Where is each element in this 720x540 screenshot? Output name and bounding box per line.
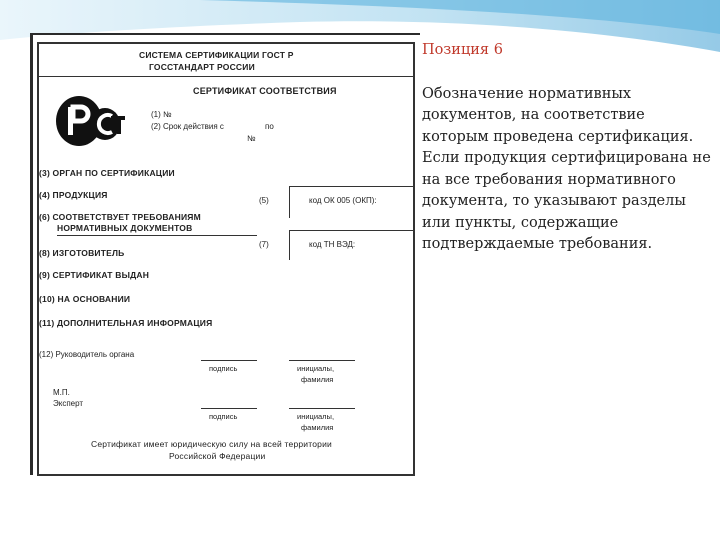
- explanation-panel: [422, 40, 712, 256]
- pct-logo: [55, 94, 125, 148]
- initials-label-2b: фамилия: [301, 423, 334, 432]
- signature-label-2: подпись: [209, 412, 238, 421]
- field-3: (3) ОРГАН ПО СЕРТИФИКАЦИИ: [39, 168, 175, 178]
- expert-label: Эксперт: [53, 399, 84, 408]
- field-2: (2) Срок действия с: [151, 122, 224, 131]
- field-6-line1: (6) СООТВЕТСТВУЕТ ТРЕБОВАНИЯМ: [39, 212, 201, 222]
- cert-header-2: ГОССТАНДАРТ РОССИИ: [149, 62, 255, 72]
- field-no: №: [247, 134, 256, 143]
- footer-line-2: Российской Федерации: [169, 451, 266, 461]
- field-7: (7): [259, 240, 269, 249]
- position-title: Позиция 6: [422, 42, 503, 58]
- certificate-form: [37, 42, 415, 476]
- field-6-line2: НОРМАТИВНЫХ ДОКУМЕНТОВ: [57, 223, 193, 233]
- field-9: (9) СЕРТИФИКАТ ВЫДАН: [39, 270, 150, 280]
- signature-label-1: подпись: [209, 364, 238, 373]
- footer-line-1: Сертификат имеет юридическую силу на всей территории: [91, 439, 333, 449]
- field-12: (12) Руководитель органа: [39, 350, 135, 359]
- field-5: (5): [259, 196, 269, 205]
- field-po: по: [265, 122, 274, 131]
- cert-header-1: СИСТЕМА СЕРТИФИКАЦИИ ГОСТ Р: [139, 50, 294, 60]
- initials-label-1a: инициалы,: [297, 364, 335, 373]
- field-1: (1) №: [151, 110, 172, 119]
- tnved-code: код ТН ВЭД:: [309, 240, 356, 249]
- okp-code: код ОК 005 (ОКП):: [309, 196, 377, 205]
- field-8: (8) ИЗГОТОВИТЕЛЬ: [39, 248, 125, 258]
- mp-label: М.П.: [53, 388, 70, 397]
- initials-label-2a: инициалы,: [297, 412, 335, 421]
- field-10: (10) НА ОСНОВАНИИ: [39, 294, 131, 304]
- field-11: (11) ДОПОЛНИТЕЛЬНАЯ ИНФОРМАЦИЯ: [39, 318, 213, 328]
- field-4: (4) ПРОДУКЦИЯ: [39, 190, 108, 200]
- initials-label-1b: фамилия: [301, 375, 334, 384]
- cert-title: СЕРТИФИКАТ СООТВЕТСТВИЯ: [193, 86, 337, 96]
- position-description: Обозначение нормативных документов, на соответствие которым проведена сертификация. Если продукция сертифицирована не на все требования нормативного документа, то указывают разделы или пункты, содержащие подтверждаемые требования.: [422, 85, 711, 252]
